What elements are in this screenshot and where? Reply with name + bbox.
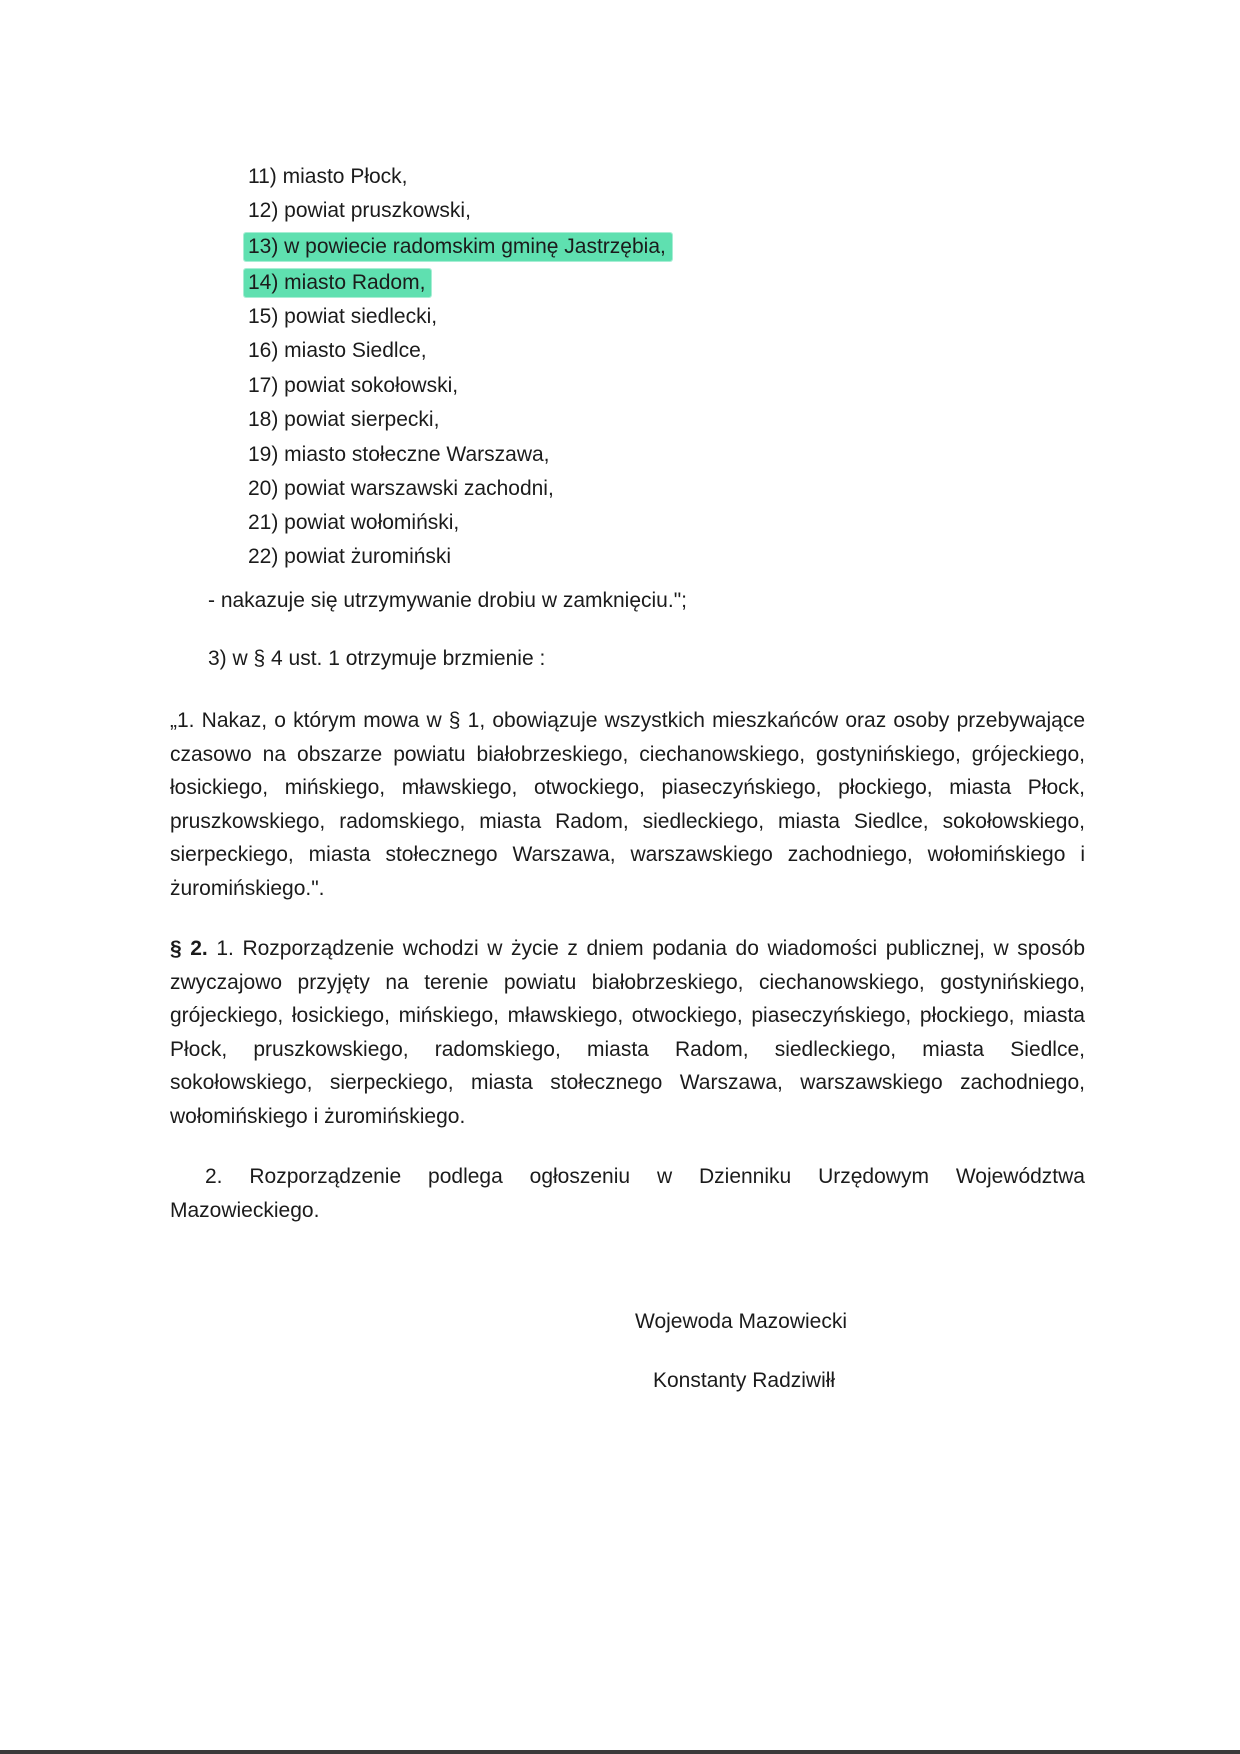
list-item-highlighted	[248, 269, 431, 297]
signatory-name: Konstanty Radziwiłł	[653, 1369, 836, 1392]
list-item: 18) powiat sierpecki,	[248, 408, 440, 431]
list-item: 16) miasto Siedlce,	[248, 339, 427, 362]
signatory-title: Wojewoda Mazowiecki	[635, 1310, 848, 1333]
list-item: 12) powiat pruszkowski,	[248, 199, 471, 222]
amendment-paragraph: „1. Nakaz, o którym mowa w § 1, obowiązuje wszystkich mieszkańców oraz osoby przebywające czasowo na obszarze powiatu białobrzeskiego, ciechanowskiego, gostynińskiego, grójeckiego, łosickiego, mińskiego, mławskiego, otwockiego, piaseczyńskiego, płockiego, miasta Płock, pruszkowskiego, radomskiego, miasta Radom, siedleckiego, miasta Siedlce, sokołowskiego, sierpeckiego, miasta stołecznego Warszawa, warszawskiego zachodniego, wołomińskiego i żuromińskiego.".	[170, 709, 1085, 900]
list-item: 17) powiat sokołowski,	[248, 374, 459, 397]
list-item: 11) miasto Płock,	[248, 165, 408, 188]
list-item: 22) powiat żuromiński	[248, 545, 452, 568]
list-item: 19) miasto stołeczne Warszawa,	[248, 443, 550, 466]
highlight-marker: 13) w powiecie radomskim gminę Jastrzębia,	[244, 233, 672, 261]
list-item-highlighted	[248, 233, 672, 261]
closing-line: - nakazuje się utrzymywanie drobiu w zamknięciu.";	[208, 589, 687, 612]
section-2-paragraph	[170, 932, 1085, 1133]
list-item: 21) powiat wołomiński,	[248, 511, 460, 534]
highlight-marker: 14) miasto Radom,	[244, 269, 431, 297]
list-item: 20) powiat warszawski zachodni,	[248, 477, 554, 500]
scan-border	[0, 1750, 1240, 1754]
section-2-point-2: 2. Rozporządzenie podlega ogłoszeniu w Dzienniku Urzędowym Województwa Mazowieckiego.	[170, 1165, 1085, 1222]
section-2-text: 1. Rozporządzenie wchodzi w życie z dniem podania do wiadomości publicznej, w sposób zwyczajowo przyjęty na terenie powiatu białobrzeskiego, ciechanowskiego, gostynińskiego, grójeckiego, łosickiego, mińskiego, mławskiego, otwockiego, piaseczyńskiego, płockiego, miasta Płock, pruszkowskiego, radomskiego, miasta Radom, siedleckiego, miasta Siedlce, sokołowskiego, sierpeckiego, miasta stołecznego Warszawa, warszawskiego zachodniego, wołomińskiego i żuromińskiego.	[170, 937, 1086, 1128]
amendment-heading: 3) w § 4 ust. 1 otrzymuje brzmienie :	[208, 647, 546, 670]
section-mark: § 2.	[170, 937, 208, 960]
list-item: 15) powiat siedlecki,	[248, 305, 438, 328]
